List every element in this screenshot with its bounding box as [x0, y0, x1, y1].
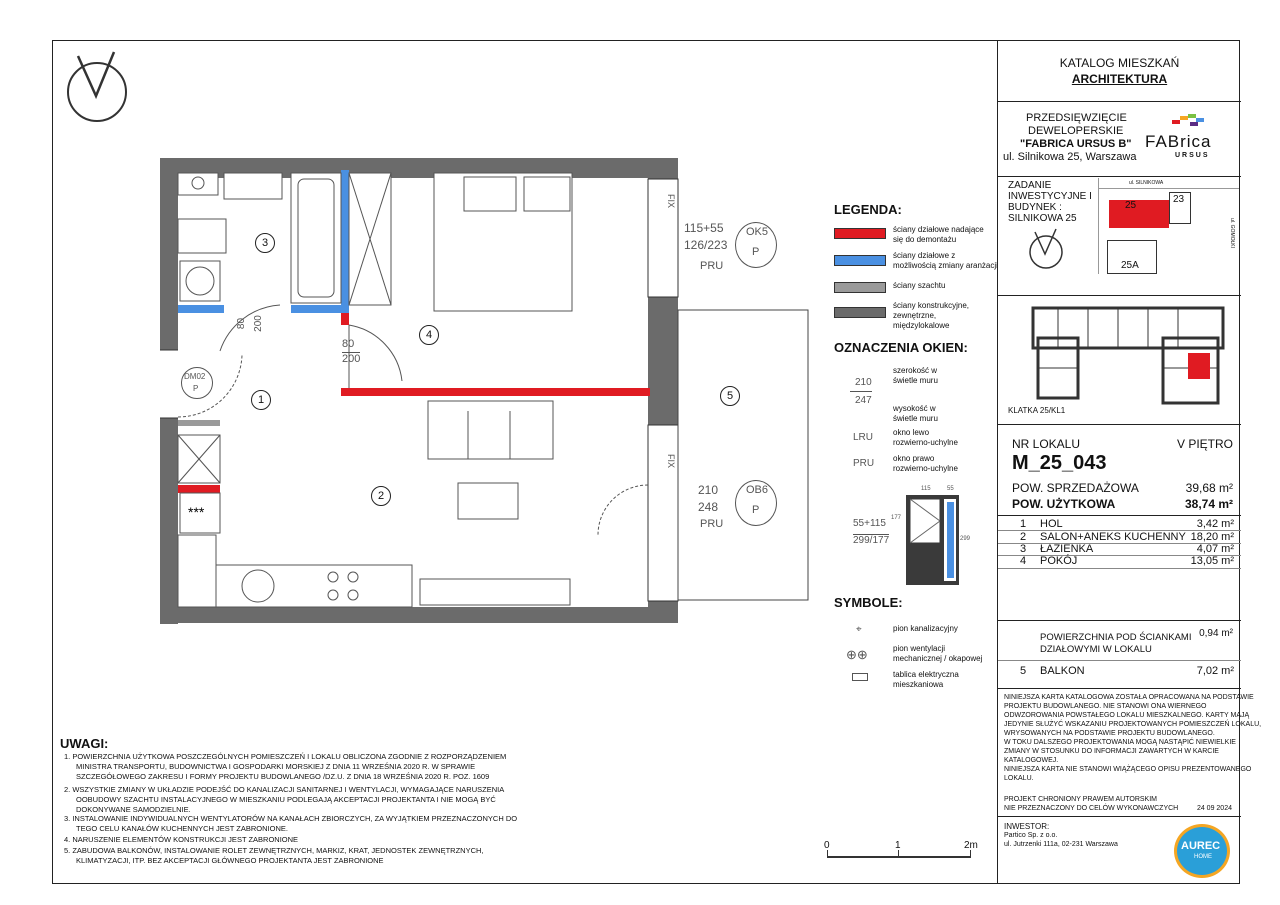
pru-l1: okno prawo — [893, 454, 935, 463]
copyright-l1: PROJEKT CHRONIONY PRAWEM AUTORSKIM — [1004, 796, 1157, 803]
symbol-vent-l2: mechanicznej / okapowej — [893, 654, 983, 663]
window-legend-w-l2: świetle muru — [893, 376, 938, 385]
door-legend-h1: 177 — [891, 515, 902, 521]
room-3-label: 3 — [255, 233, 275, 253]
klatka-label: KLATKA 25/KL1 — [1008, 406, 1066, 415]
note-1a: 1. POWIERZCHNIA UŻYTKOWA POSZCZEGÓLNYCH POMIESZCZEŃ I LOKALU OBLICZONA ZGODNIE Z ROZPORZĄDZENIEM — [64, 752, 507, 761]
door-legend-dim-bottom: 299/177 — [853, 535, 890, 546]
window-ok5-open: PRU — [700, 260, 724, 272]
note-4: 4. NARUSZENIE ELEMENTÓW KONSTRUKCJI JEST ZABRONIONE — [64, 835, 299, 844]
divider — [998, 660, 1241, 661]
room-row-num: 3 — [1020, 543, 1027, 555]
lru-code: LRU — [853, 432, 874, 443]
info-sidebar — [997, 40, 1262, 884]
balcony-name: BALKON — [1040, 665, 1085, 677]
divider — [998, 568, 1241, 569]
divider — [998, 816, 1241, 817]
legend-item-4-line2: zewnętrzne, — [893, 311, 937, 320]
note-1c: SZCZEGÓŁOWEGO ZAKRESU I FORMY PROJEKTU BUDOWLANEGO /DZ.U. Z DNIA 18 WRZEŚNIA 2020 R. POZ. 1609 — [76, 772, 490, 781]
pru-l2: rozwierno-uchylne — [893, 464, 958, 473]
legend-item-2-line1: ściany działowe z — [893, 251, 956, 260]
room-row-num: 2 — [1020, 531, 1027, 543]
legend-title: LEGENDA: — [834, 202, 902, 217]
unit-floor: V PIĘTRO — [1176, 437, 1233, 451]
aurec-logo-text: AUREC — [1181, 840, 1221, 852]
balcony-row — [998, 665, 1241, 677]
room-row-num: 4 — [1020, 555, 1027, 567]
walls-label2: DZIAŁOWYMI W LOKALU — [1040, 644, 1152, 655]
project-line4: ul. Silnikowa 25, Warszawa — [1003, 151, 1137, 163]
window-ok5-dim2: 126/223 — [684, 238, 728, 252]
lru-l2: rozwierno-uchylne — [893, 438, 958, 447]
catalog-title: KATALOG MIESZKAŃ — [1059, 56, 1180, 70]
site-label4: SILNIKOWA 25 — [1008, 213, 1077, 224]
balcony-door-icon — [905, 494, 960, 586]
walls-value: 0,94 m² — [1199, 628, 1233, 639]
unit-nr-label: NR LOKALU — [1012, 437, 1081, 451]
room-row-area: 3,42 m² — [1196, 518, 1234, 530]
scale-tick-2 — [970, 850, 971, 858]
site-map — [1098, 178, 1239, 274]
window-ob6-name: OB6 — [746, 484, 769, 496]
symbols-title: SYMBOLE: — [834, 595, 903, 610]
window-ob6-dim1: 210 — [698, 483, 719, 497]
disclaimer-l3: ODWZOROWANIA POWSTAŁEGO LOKALU MIESZKALNEGO. KARTY MAJĄ — [1004, 712, 1250, 719]
fix-label-1: FIX — [666, 193, 677, 209]
site-street2-label: ul. GOMOŁKI — [1229, 217, 1236, 249]
room-row-name: SALON+ANEKS KUCHENNY — [1040, 531, 1186, 543]
room-row-name: POKÓJ — [1040, 555, 1078, 567]
date: 24 09 2024 — [1196, 805, 1232, 812]
fix-label-2: FIX — [666, 453, 677, 469]
symbol-board-l2: mieszkaniowa — [893, 680, 944, 689]
scale-label-1: 1 — [895, 840, 901, 851]
divider — [998, 515, 1241, 516]
room-4-label: 4 — [419, 325, 439, 345]
legend-swatch-structural — [834, 307, 886, 318]
legend-item-2-line2: możliwością zmiany aranżacji — [893, 261, 998, 270]
room-row-area: 18,20 m² — [1190, 531, 1234, 543]
walls-label1: POWIERZCHNIA POD ŚCIANKAMI — [1040, 632, 1192, 643]
project-line2: DEWELOPERSKIE — [1028, 125, 1124, 137]
pow-uz-value: 38,74 m² — [1184, 497, 1233, 511]
note-3a: 3. INSTALOWANIE INDYWIDUALNYCH WENTYLATORÓW NA KANAŁACH ZBIORCZYCH, ZA WYJĄTKIEM PRZEZNACZONYCH DO — [64, 814, 518, 823]
aurec-logo-sub: HOME — [1194, 854, 1212, 860]
note-3b: TEGO CELU KANAŁÓW KUCHENNYCH JEST ZABRONIONE. — [76, 824, 288, 833]
fabrica-logo-icon — [1170, 112, 1210, 132]
symbol-vent-l1: pion wentylacji — [893, 644, 946, 653]
pow-sprz-value: 39,68 m² — [1185, 481, 1233, 495]
fabrica-logo-text: FABrica — [1145, 132, 1212, 151]
scale-tick-1 — [898, 850, 899, 858]
disclaimer-l7: ZMIANY W STOSUNKU DO INFORMACJI ZAWARTYCH W KARCIE — [1004, 748, 1219, 755]
window-legend-divider — [850, 391, 872, 392]
window-legend-w-l1: szerokość w — [893, 366, 938, 375]
pow-uz-label: POW. UŻYTKOWA — [1012, 497, 1116, 511]
unit-id: M_25_043 — [1012, 452, 1107, 474]
building-25 — [1109, 200, 1169, 228]
project-line3: "FABRICA URSUS B" — [1020, 138, 1132, 150]
room-row — [998, 555, 1241, 567]
legend-item-1-line2: się do demontażu — [893, 235, 957, 244]
room-row — [998, 531, 1241, 543]
scale-bar — [827, 856, 971, 858]
lru-l1: okno lewo — [893, 428, 930, 437]
door-3-dim-bottom: 200 — [252, 315, 264, 332]
building-25-label: 25 — [1125, 200, 1137, 211]
svg-text:***: *** — [188, 504, 205, 520]
window-legend-height: 247 — [855, 395, 872, 406]
door-legend-w2: 55 — [947, 486, 954, 492]
door-legend-w1: 115 — [921, 486, 931, 492]
room-row-area: 13,05 m² — [1190, 555, 1234, 567]
disclaimer-l4: JEDYNIE SŁUŻYĆ WSKAZANIU PROJEKTOWANYCH POMIESZCZEŃ LOKALU, — [1004, 721, 1262, 728]
investor-address: ul. Jutrzenki 111a, 02-231 Warszawa — [1004, 841, 1118, 848]
project-line1: PRZEDSIĘWZIĘCIE — [1026, 112, 1127, 124]
pow-sprz-label: POW. SPRZEDAŻOWA — [1012, 481, 1139, 495]
site-street-label: ul. SILNIKOWA — [1129, 180, 1164, 186]
room-row-name: ŁAZIENKA — [1040, 543, 1094, 555]
balcony-num: 5 — [1020, 665, 1027, 677]
room-row-num: 1 — [1020, 518, 1027, 530]
window-ok5-type: P — [752, 246, 760, 258]
legend-swatch-shaft — [834, 282, 886, 293]
north-arrow-icon — [64, 46, 134, 126]
disclaimer-l5: WRYSOWANYCH NA PODSTAWIE PROJEKTU BUDOWLANEGO. — [1004, 730, 1215, 737]
disclaimer-l10: LOKALU. — [1004, 775, 1034, 782]
site-label1: ZADANIE — [1008, 180, 1052, 191]
ventilation-riser-icon: ⊕⊕ — [846, 647, 868, 662]
legend-swatch-demolition — [834, 228, 886, 239]
note-1b: MINISTRA TRANSPORTU, BUDOWNICTWA I GOSPODARKI MORSKIEJ Z DNIA 11 WRZEŚNIA 2020 R. W SPRAWIE — [76, 762, 476, 771]
window-ob6-open: PRU — [700, 518, 724, 530]
disclaimer-l9: NINIEJSZA KARTA NIE STANOWI WIĄŻĄCEGO OPISU PREZENTOWANEGO — [1004, 766, 1252, 773]
floor-key-plan — [1028, 298, 1228, 408]
door-4-dim-top: 80 — [342, 338, 355, 350]
window-legend-h-l1: wysokość w — [893, 404, 936, 413]
window-ob6-type: P — [752, 504, 760, 516]
pru-code: PRU — [853, 458, 875, 469]
door-dm02-name: DM02 — [184, 372, 206, 381]
legend-item-4-line1: ściany konstrukcyjne, — [893, 301, 970, 310]
street-line — [1099, 188, 1239, 189]
divider — [998, 688, 1241, 689]
electrical-board-icon — [852, 673, 868, 681]
window-ob6-dim2: 248 — [698, 500, 719, 514]
site-label2: INWESTYCYJNE I — [1008, 191, 1092, 202]
investor-name: Partico Sp. z o.o. — [1004, 832, 1058, 839]
disclaimer-l8: KATALOGOWEJ. — [1004, 757, 1059, 764]
divider — [998, 176, 1241, 177]
balcony-value: 7,02 m² — [1196, 665, 1234, 677]
legend-swatch-partition — [834, 255, 886, 266]
symbol-sewage-label: pion kanalizacyjny — [893, 624, 958, 633]
note-5a: 5. ZABUDOWA BALKONÓW, INSTALOWANIE ROLET ZEWNĘTRZNYCH, MARKIZ, KRAT, JEDNOSTEK ZEWNĘTRZNYCH, — [64, 846, 484, 855]
window-legend-width: 210 — [855, 377, 872, 388]
note-5b: KLIMATYZACJI, ITP. BEZ AKCEPTACJI GŁÓWNEGO PROJEKTANTA JEST ZABRONIONE — [76, 856, 384, 865]
building-25a-label: 25A — [1121, 260, 1139, 271]
door-3-dim-top: 80 — [236, 317, 248, 330]
fabrica-logo-sub: URSUS — [1175, 152, 1210, 159]
divider — [998, 424, 1241, 425]
room-row-name: HOL — [1040, 518, 1063, 530]
note-2a: 2. WSZYSTKIE ZMIANY W UKŁADZIE PODEJŚĆ DO KANALIZACJI SANITARNEJ I WENTYLACJI, WYMAGAJĄCE NARUSZENIA — [64, 785, 505, 794]
legend-item-4-line3: międzylokalowe — [893, 321, 950, 330]
catalog-subtitle: ARCHITEKTURA — [1071, 72, 1168, 86]
building-23-label: 23 — [1173, 194, 1185, 205]
sewage-riser-icon: ⌖ — [856, 624, 862, 635]
scale-label-2: 2m — [964, 840, 978, 851]
note-2c: DOKONYWANE SAMODZIELNIE. — [76, 805, 191, 814]
note-2b: OOBUDOWY SZACHTU INSTALACYJNEGO W MIESZKANIU PODLEGAJĄ AKCEPTACJI PROJEKTANTA I NIE MOGĄ BYĆ — [76, 795, 496, 804]
room-5-label: 5 — [720, 386, 740, 406]
divider — [998, 620, 1241, 621]
site-label3: BUDYNEK : — [1008, 202, 1062, 213]
door-4-dim-bottom: 200 — [342, 353, 361, 365]
door-dm02-type: P — [193, 384, 199, 393]
legend-item-1-line1: ściany działowe nadające — [893, 225, 984, 234]
room-row-area: 4,07 m² — [1196, 543, 1234, 555]
scale-tick-0 — [827, 850, 828, 858]
divider — [998, 295, 1241, 296]
window-ok5-name: OK5 — [746, 226, 769, 238]
window-legend-h-l2: świetle muru — [893, 414, 938, 423]
disclaimer-l1: NINIEJSZA KARTA KATALOGOWA ZOSTAŁA OPRACOWANA NA PODSTAWIE — [1004, 694, 1254, 701]
room-row — [998, 543, 1241, 555]
notes-title: UWAGI: — [60, 736, 109, 751]
copyright-l2: NIE PRZEZNACZONY DO CELÓW WYKONAWCZYCH — [1004, 805, 1179, 812]
symbol-board-l1: tablica elektryczna — [893, 670, 959, 679]
legend-item-3-line1: ściany szachtu — [893, 281, 946, 290]
door-legend-h2: 299 — [960, 536, 971, 542]
divider — [998, 101, 1241, 102]
room-row — [998, 518, 1241, 530]
door-legend-dim-top: 55+115 — [853, 518, 886, 529]
room-1-label: 1 — [251, 390, 271, 410]
scale-label-0: 0 — [824, 840, 830, 851]
site-north-icon — [1026, 224, 1068, 272]
window-ok5-dim1: 115+55 — [684, 221, 724, 235]
room-2-label: 2 — [371, 486, 391, 506]
disclaimer-l2: PROJEKTU BUDOWLANEGO. NIE STANOWI ONA WIERNEGO — [1004, 703, 1207, 710]
disclaimer-l6: W TOKU DALSZEGO PROJEKTOWANIA MOGĄ NASTĄPIĆ NIEWIELKIE — [1004, 739, 1236, 746]
windows-title: OZNACZENIA OKIEN: — [834, 340, 968, 355]
investor-label: INWESTOR: — [1004, 822, 1050, 831]
